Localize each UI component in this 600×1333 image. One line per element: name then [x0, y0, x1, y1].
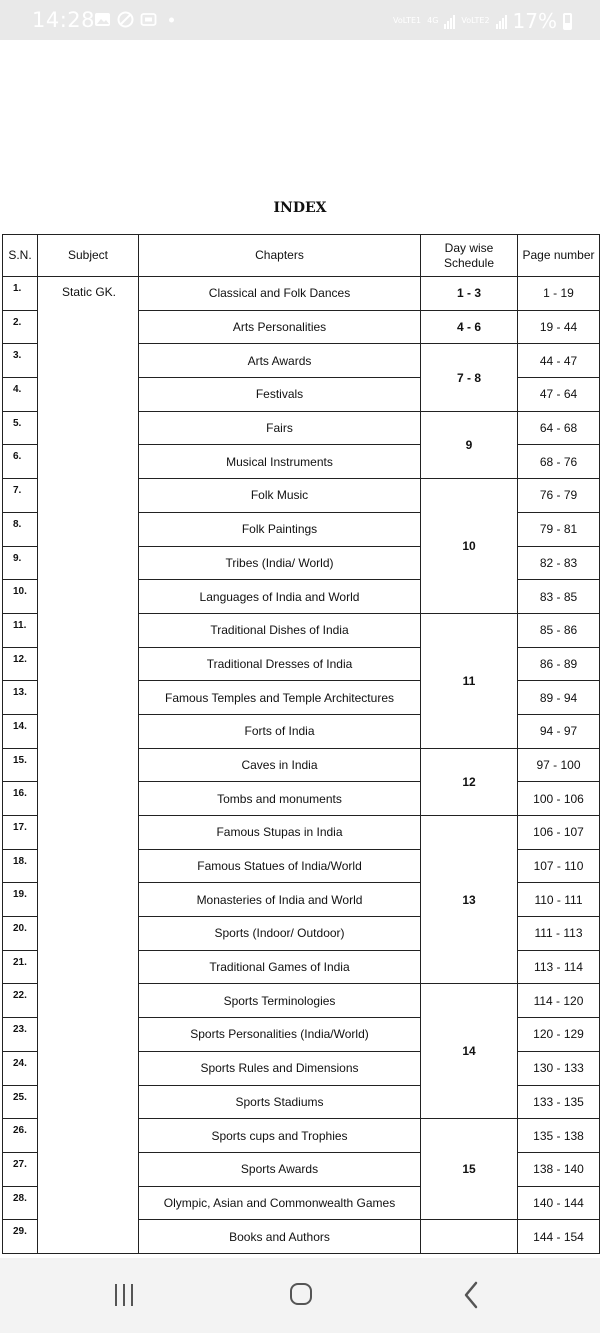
- row-chapter: Arts Awards: [139, 344, 421, 378]
- row-page-number: 114 - 120: [518, 984, 600, 1018]
- row-chapter: Olympic, Asian and Commonwealth Games: [139, 1186, 421, 1220]
- row-page-number: 79 - 81: [518, 512, 600, 546]
- row-sn: 15.: [3, 748, 38, 782]
- header-day-wise-schedule: [421, 235, 518, 277]
- row-sn: 17.: [3, 816, 38, 850]
- row-chapter: Fairs: [139, 411, 421, 445]
- row-day-schedule: 13: [421, 816, 518, 984]
- row-chapter: Traditional Dishes of India: [139, 613, 421, 647]
- row-sn: 10.: [3, 580, 38, 614]
- row-chapter: Sports Awards: [139, 1152, 421, 1186]
- row-chapter: Tribes (India/ World): [139, 546, 421, 580]
- gallery-icon: [94, 11, 111, 28]
- row-page-number: 1 - 19: [518, 277, 600, 311]
- row-page-number: 111 - 113: [518, 917, 600, 951]
- row-chapter: Forts of India: [139, 714, 421, 748]
- blocked-icon: [117, 11, 134, 28]
- row-sn: 24.: [3, 1051, 38, 1085]
- dot-icon: [163, 11, 180, 28]
- table-body: [3, 277, 600, 1254]
- row-day-schedule: 1 - 3: [421, 277, 518, 311]
- row-page-number: 106 - 107: [518, 816, 600, 850]
- row-page-number: 64 - 68: [518, 411, 600, 445]
- system-nav-bar: [0, 1258, 600, 1333]
- header-chapters: Chapters: [139, 235, 421, 277]
- row-sn: 28.: [3, 1186, 38, 1220]
- row-page-number: 85 - 86: [518, 613, 600, 647]
- row-sn: 7.: [3, 479, 38, 513]
- row-sn: 27.: [3, 1152, 38, 1186]
- row-sn: 11.: [3, 613, 38, 647]
- row-day-schedule: [421, 1220, 518, 1254]
- row-sn: 13.: [3, 681, 38, 715]
- row-sn: 5.: [3, 411, 38, 445]
- row-sn: 8.: [3, 512, 38, 546]
- header-sn: S.N.: [3, 235, 38, 277]
- clock: 14:28: [32, 8, 96, 32]
- row-sn: 4.: [3, 378, 38, 412]
- row-page-number: 133 - 135: [518, 1085, 600, 1119]
- row-chapter: Sports (Indoor/ Outdoor): [139, 917, 421, 951]
- table-row: [3, 277, 600, 311]
- row-day-schedule: 9: [421, 411, 518, 478]
- row-chapter: Classical and Folk Dances: [139, 277, 421, 311]
- row-page-number: 19 - 44: [518, 310, 600, 344]
- row-sn: 21.: [3, 950, 38, 984]
- row-chapter: Sports cups and Trophies: [139, 1119, 421, 1153]
- header-day-line1: Day wise: [444, 240, 494, 255]
- battery-icon: [563, 13, 572, 30]
- row-chapter: Famous Stupas in India: [139, 816, 421, 850]
- row-chapter: Tombs and monuments: [139, 782, 421, 816]
- row-chapter: Sports Terminologies: [139, 984, 421, 1018]
- row-page-number: 110 - 111: [518, 883, 600, 917]
- row-day-schedule: 15: [421, 1119, 518, 1220]
- row-page-number: 100 - 106: [518, 782, 600, 816]
- row-chapter: Sports Personalities (India/World): [139, 1018, 421, 1052]
- row-sn: 12.: [3, 647, 38, 681]
- row-page-number: 76 - 79: [518, 479, 600, 513]
- row-sn: 23.: [3, 1018, 38, 1052]
- battery-percent: 17%: [512, 9, 557, 33]
- row-sn: 25.: [3, 1085, 38, 1119]
- row-day-schedule: 7 - 8: [421, 344, 518, 411]
- row-page-number: 135 - 138: [518, 1119, 600, 1153]
- row-day-schedule: 4 - 6: [421, 310, 518, 344]
- row-day-schedule: 14: [421, 984, 518, 1119]
- row-page-number: 120 - 129: [518, 1018, 600, 1052]
- row-sn: 16.: [3, 782, 38, 816]
- row-sn: 14.: [3, 714, 38, 748]
- row-page-number: 130 - 133: [518, 1051, 600, 1085]
- row-sn: 20.: [3, 917, 38, 951]
- page-title: INDEX: [273, 200, 327, 216]
- row-page-number: 144 - 154: [518, 1220, 600, 1254]
- row-page-number: 113 - 114: [518, 950, 600, 984]
- row-chapter: Folk Music: [139, 479, 421, 513]
- row-chapter: Caves in India: [139, 748, 421, 782]
- row-chapter: Traditional Dresses of India: [139, 647, 421, 681]
- signal-sim2-icon: [496, 14, 507, 29]
- network-type-label: 4G: [427, 16, 439, 25]
- signal-sim1-icon: [444, 14, 455, 29]
- header-subject: Subject: [38, 235, 139, 277]
- row-chapter: Sports Stadiums: [139, 1085, 421, 1119]
- sim2-volte-label: VoLTE2: [461, 16, 490, 25]
- header-page-number: Page number: [518, 235, 600, 277]
- row-day-schedule: 10: [421, 479, 518, 614]
- row-chapter: Famous Temples and Temple Architectures: [139, 681, 421, 715]
- sim1-volte-label: VoLTE1: [392, 16, 422, 25]
- status-bar: [0, 0, 600, 40]
- row-day-schedule: 12: [421, 748, 518, 815]
- row-sn: 9.: [3, 546, 38, 580]
- row-sn: 22.: [3, 984, 38, 1018]
- row-sn: 1.: [3, 277, 38, 311]
- notification-icons: [94, 11, 180, 28]
- row-page-number: 138 - 140: [518, 1152, 600, 1186]
- row-chapter: Arts Personalities: [139, 310, 421, 344]
- row-chapter: Festivals: [139, 378, 421, 412]
- row-subject: Static GK.: [38, 277, 139, 1254]
- row-sn: 19.: [3, 883, 38, 917]
- row-page-number: 68 - 76: [518, 445, 600, 479]
- row-sn: 18.: [3, 849, 38, 883]
- row-page-number: 89 - 94: [518, 681, 600, 715]
- row-chapter: Musical Instruments: [139, 445, 421, 479]
- row-page-number: 140 - 144: [518, 1186, 600, 1220]
- row-page-number: 107 - 110: [518, 849, 600, 883]
- row-page-number: 47 - 64: [518, 378, 600, 412]
- row-sn: 3.: [3, 344, 38, 378]
- row-page-number: 83 - 85: [518, 580, 600, 614]
- row-chapter: Monasteries of India and World: [139, 883, 421, 917]
- row-sn: 26.: [3, 1119, 38, 1153]
- row-day-schedule: 11: [421, 613, 518, 748]
- row-page-number: 44 - 47: [518, 344, 600, 378]
- row-sn: 29.: [3, 1220, 38, 1254]
- row-chapter: Traditional Games of India: [139, 950, 421, 984]
- row-page-number: 97 - 100: [518, 748, 600, 782]
- app-icon: [140, 11, 157, 28]
- row-chapter: Famous Statues of India/World: [139, 849, 421, 883]
- row-chapter: Folk Paintings: [139, 512, 421, 546]
- row-chapter: Languages of India and World: [139, 580, 421, 614]
- home-icon[interactable]: [278, 1280, 318, 1310]
- row-page-number: 94 - 97: [518, 714, 600, 748]
- status-right: [393, 9, 572, 33]
- row-page-number: 86 - 89: [518, 647, 600, 681]
- row-chapter: Books and Authors: [139, 1220, 421, 1254]
- row-sn: 6.: [3, 445, 38, 479]
- index-table: [2, 234, 600, 1254]
- row-page-number: 82 - 83: [518, 546, 600, 580]
- table-header-row: [3, 235, 600, 277]
- header-day-line2: Schedule: [443, 255, 495, 270]
- row-sn: 2.: [3, 310, 38, 344]
- row-chapter: Sports Rules and Dimensions: [139, 1051, 421, 1085]
- back-icon[interactable]: [452, 1280, 492, 1310]
- recent-apps-icon[interactable]: [104, 1280, 144, 1310]
